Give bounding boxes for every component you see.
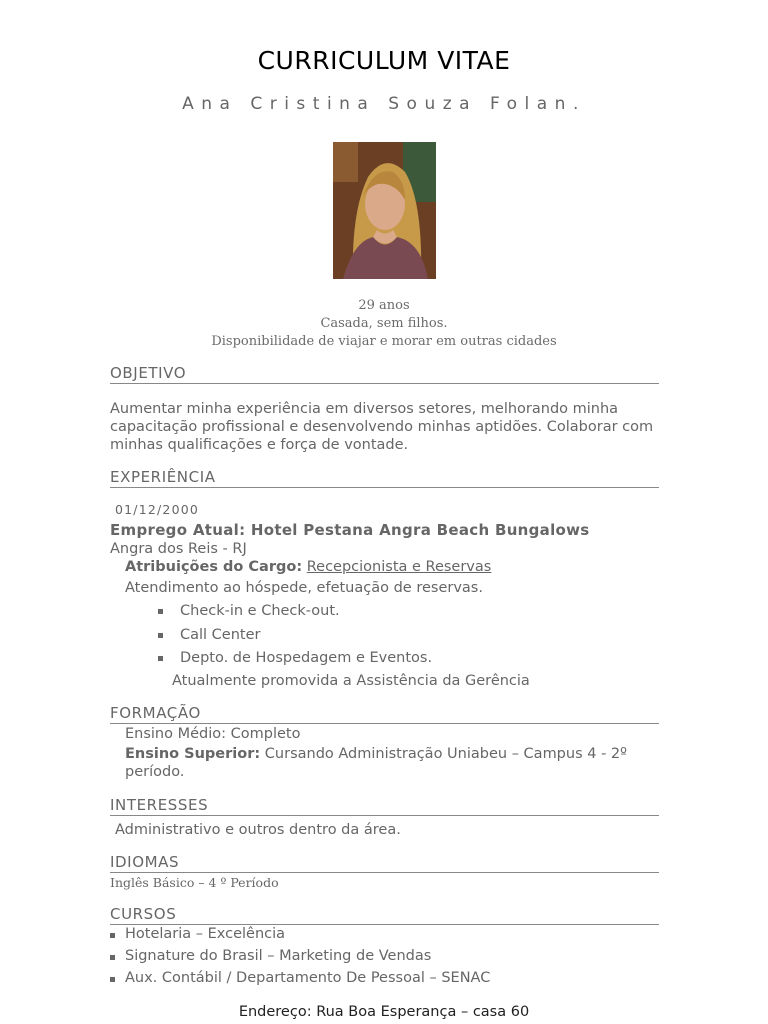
list-item: Hotelaria – Excelência	[110, 923, 490, 945]
promotion-note: Atualmente promovida a Assistência da Gerência	[172, 673, 530, 689]
job-role	[125, 558, 491, 576]
experience-heading: EXPERIÊNCIA	[110, 467, 659, 488]
courses-heading: CURSOS	[110, 904, 659, 925]
personal-info	[0, 297, 768, 351]
high-school: Ensino Médio: Completo	[125, 726, 301, 742]
objective-heading: OBJETIVO	[110, 363, 659, 384]
address-footer: Endereço: Rua Boa Esperança – casa 60	[238, 1004, 530, 1020]
interests-heading: INTERESSES	[110, 795, 659, 816]
list-item: Aux. Contábil / Departamento De Pessoal – SENAC	[110, 967, 490, 989]
objective-text: Aumentar minha experiência em diversos setores, melhorando minha capacitação profissional e desenvolvendo minhas aptidões. Colaborar com minhas qualificações e força de vontade.	[110, 401, 654, 453]
profile-photo	[333, 142, 436, 279]
job-description: Atendimento ao hóspede, efetuação de reservas.	[125, 580, 483, 596]
list-item: Depto. de Hospedagem e Eventos.	[158, 647, 432, 671]
document-title: CURRICULUM VITAE	[257, 46, 511, 75]
candidate-name: Ana Cristina Souza Folan.	[182, 94, 586, 114]
job-title: Emprego Atual: Hotel Pestana Angra Beach Bungalows	[110, 521, 590, 539]
interests-text: Administrativo e outros dentro da área.	[115, 822, 401, 838]
list-item: Signature do Brasil – Marketing de Vendas	[110, 945, 490, 967]
education-heading: FORMAÇÃO	[110, 703, 659, 724]
job-start-date: 01/12/2000	[115, 502, 200, 517]
list-item: Call Center	[158, 624, 432, 648]
age: 29 anos	[358, 298, 410, 313]
languages-heading: IDIOMAS	[110, 852, 659, 873]
role-label: Atribuições do Cargo:	[125, 559, 303, 575]
role-value: Recepcionista e Reservas	[306, 559, 492, 575]
higher-education-value: Cursando Administração Uniabeu – Campus 4 - 2º período.	[125, 746, 627, 780]
availability: Disponibilidade de viajar e morar em outras cidades	[211, 334, 557, 349]
job-location: Angra dos Reis - RJ	[110, 541, 247, 557]
duties-list	[158, 600, 432, 671]
higher-education-label: Ensino Superior:	[125, 746, 261, 762]
list-item: Check-in e Check-out.	[158, 600, 432, 624]
higher-education	[125, 745, 659, 781]
languages-text: Inglês Básico – 4 º Período	[110, 875, 279, 890]
courses-list	[110, 923, 490, 990]
marital-status: Casada, sem filhos.	[320, 316, 448, 331]
